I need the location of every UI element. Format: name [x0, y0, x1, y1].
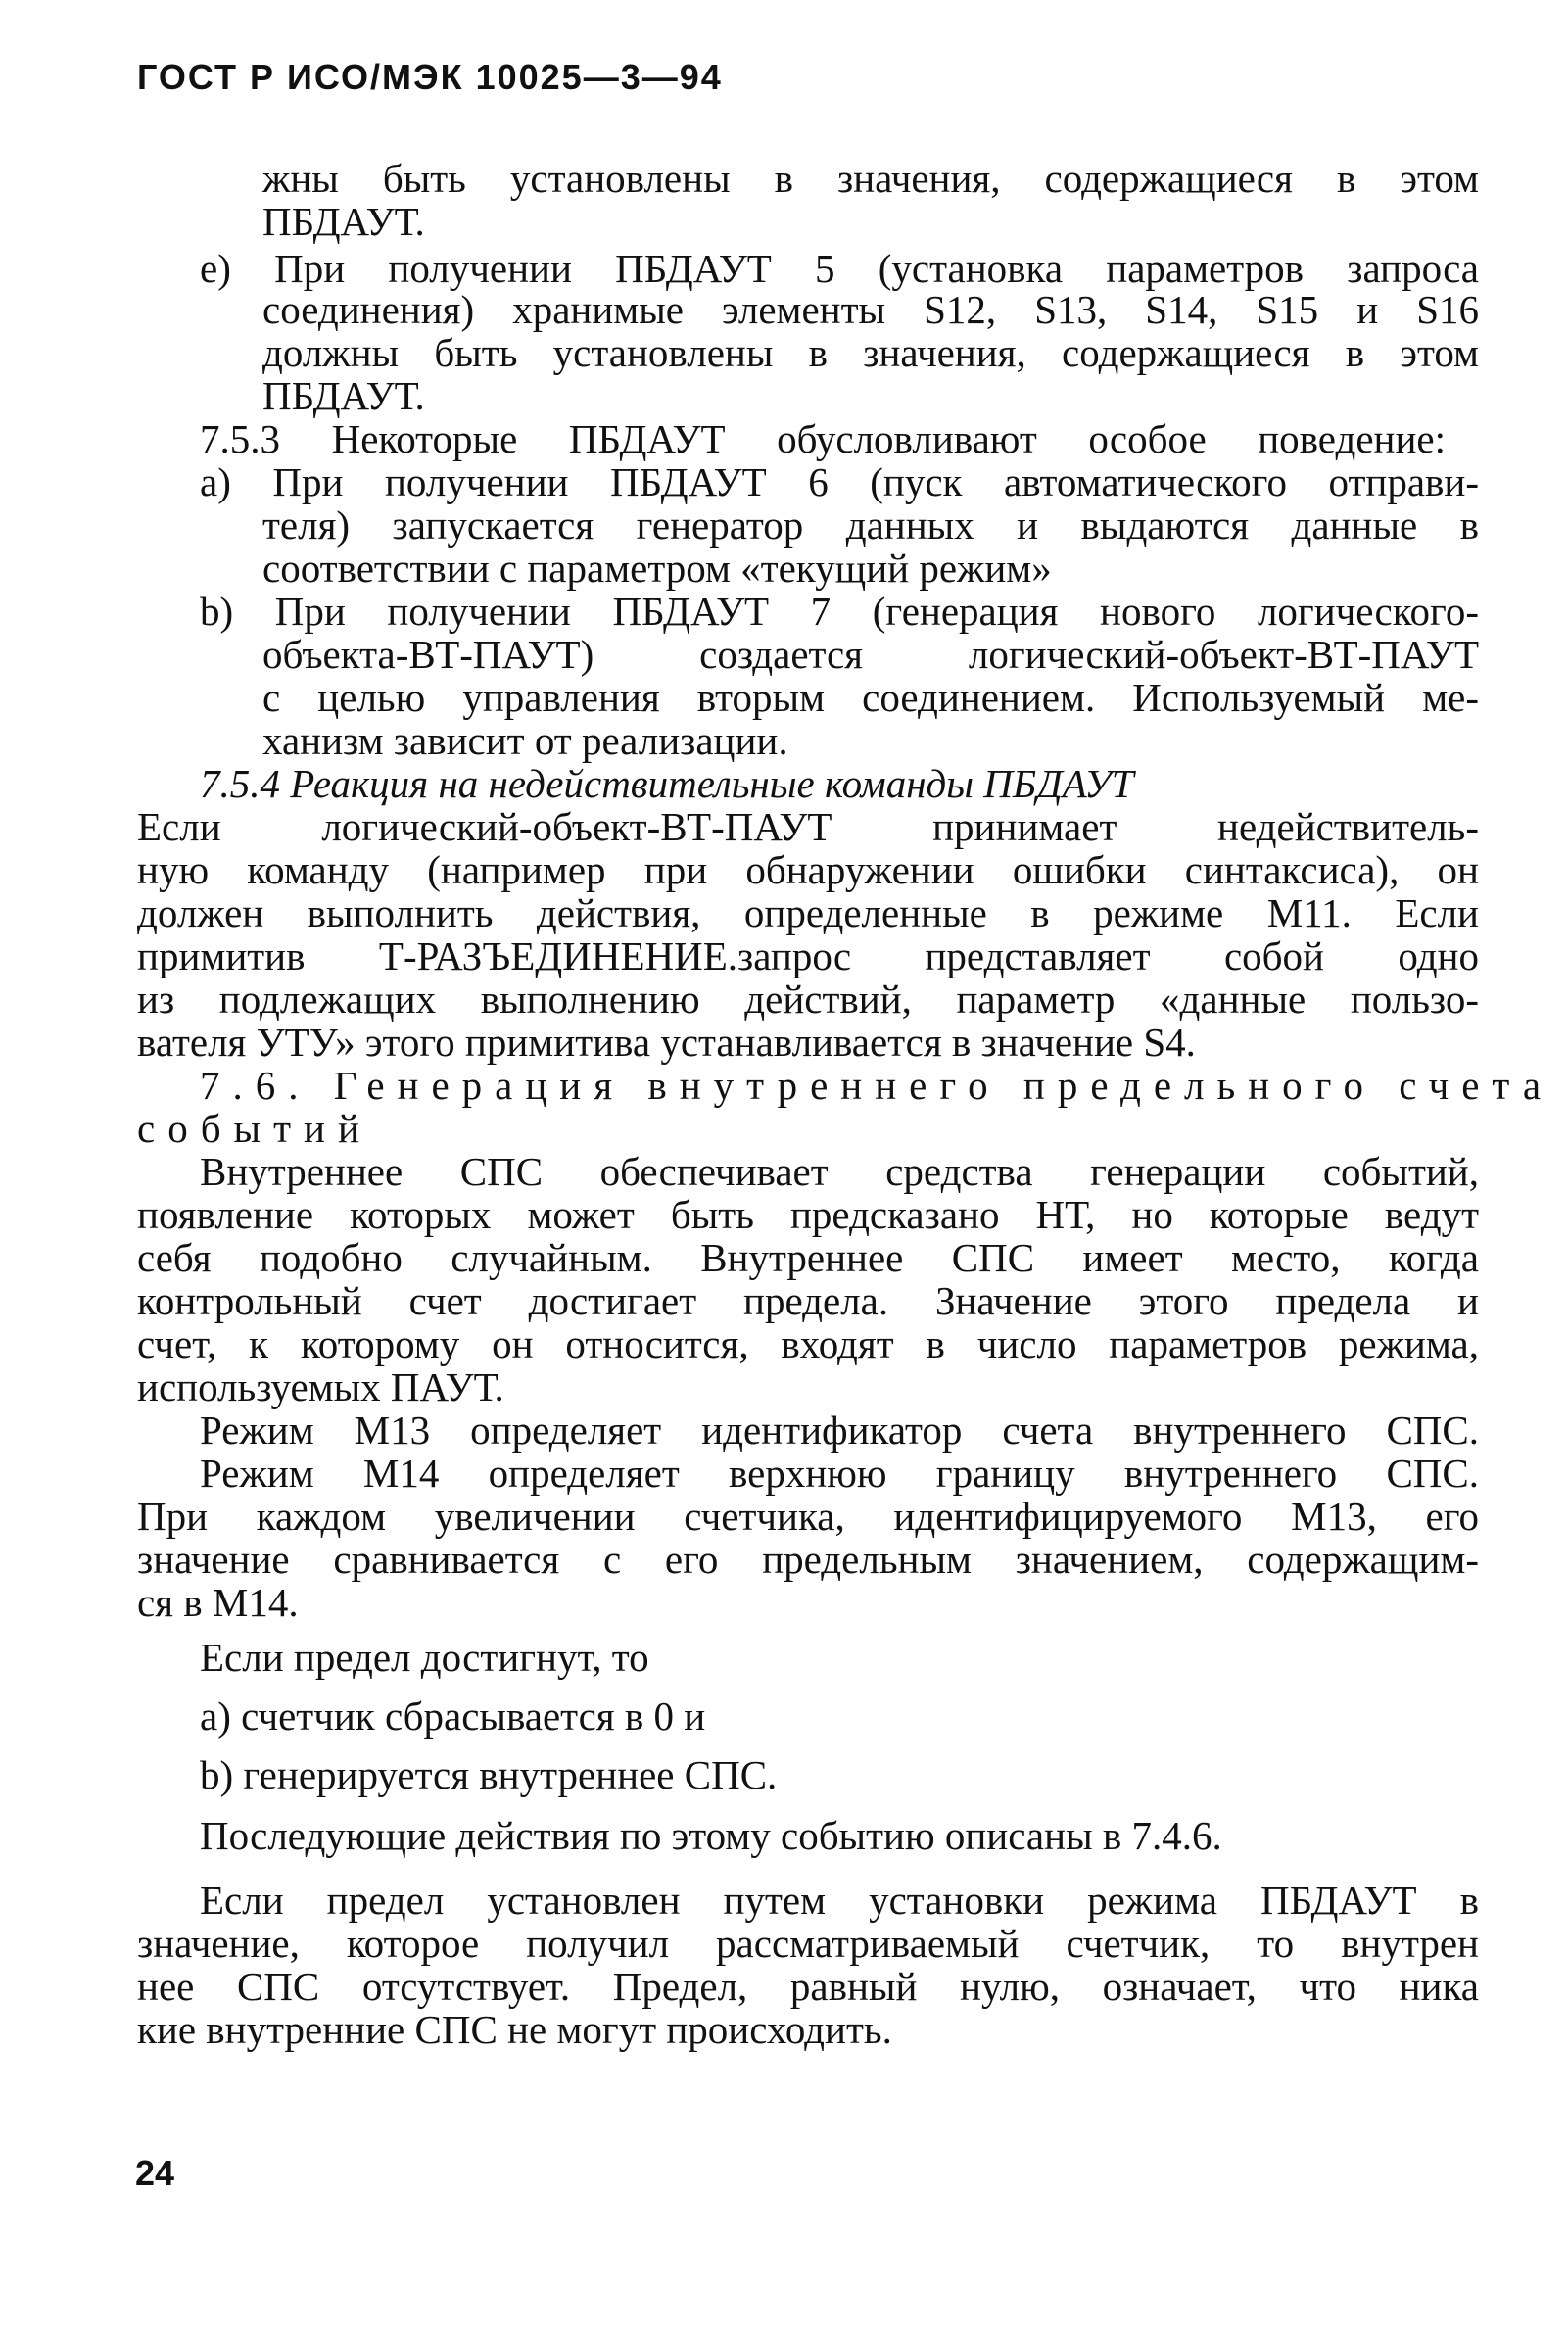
text-line: соответствии с параметром «текущий режим» — [262, 546, 1052, 591]
text-line: b) При получении ПБДАУТ 7 (генерация нового логического- — [200, 589, 1479, 634]
text-line: При каждом увеличении счетчика, идентифицируемого M13, его — [137, 1494, 1479, 1539]
text-line: соединения) хранимые элементы S12, S13, S14, S15 и S16 — [262, 287, 1479, 332]
section-heading: 7.6. Генерация внутреннего предельного счета — [200, 1063, 1554, 1108]
list-item: b) генерируется внутреннее СПС. — [200, 1752, 778, 1797]
text-line: вателя УТУ» этого примитива устанавливается в значение S4. — [137, 1020, 1196, 1065]
text-line: счет, к которому он относится, входят в число параметров режима, — [137, 1321, 1479, 1366]
text-line: ся в M14. — [137, 1580, 299, 1625]
text-line: значение, которое получил рассматриваемый счетчик, то внутрен — [137, 1921, 1479, 1966]
text-line: Если предел достигнут, то — [200, 1635, 649, 1680]
text-line: Режим M14 определяет верхнюю границу внутреннего СПС. — [200, 1451, 1479, 1496]
text-line: используемых ПАУТ. — [137, 1364, 504, 1409]
section-heading: 7.5.4 Реакция на недействительные команды ПБДАУТ — [200, 761, 1134, 806]
text-line: Последующие действия по этому событию описаны в 7.4.6. — [200, 1813, 1222, 1858]
text-line: из подлежащих выполнению действий, параметр «данные пользо- — [137, 977, 1479, 1022]
document-header: ГОСТ Р ИСО/МЭК 10025—3—94 — [137, 57, 723, 97]
page-number: 24 — [135, 2153, 175, 2193]
text-line: ханизм зависит от реализации. — [262, 718, 788, 763]
list-item: a) счетчик сбрасывается в 0 и — [200, 1693, 706, 1739]
text-line: объекта-ВТ-ПАУТ) создается логический-объект-ВТ-ПАУТ — [262, 632, 1479, 677]
text-line: Внутреннее СПС обеспечивает средства генерации событий, — [200, 1149, 1479, 1194]
text-line: теля) запускается генератор данных и выдаются данные в — [262, 502, 1479, 548]
text-line: примитив Т-РАЗЪЕДИНЕНИЕ.запрос представляет собой одно — [137, 933, 1479, 978]
text-line: ПБДАУТ. — [262, 373, 425, 418]
text-line: контрольный счет достигает предела. Значение этого предела и — [137, 1278, 1479, 1323]
text-line: Если логический-объект-ВТ-ПАУТ принимает недействитель- — [137, 804, 1479, 849]
text-line: должен выполнить действия, определенные в режиме M11. Если — [137, 890, 1479, 935]
text-line: появление которых может быть предсказано НТ, но которые ведут — [137, 1192, 1479, 1237]
text-line: должны быть установлены в значения, содержащиеся в этом — [262, 330, 1479, 375]
text-line: e) При получении ПБДАУТ 5 (установка параметров запроса — [200, 246, 1479, 291]
text-line: значение сравнивается с его предельным значением, содержащим- — [137, 1537, 1479, 1582]
text-line: Режим M13 определяет идентификатор счета внутреннего СПС. — [200, 1407, 1479, 1453]
text-line: нее СПС отсутствует. Предел, равный нулю, означает, что ника — [137, 1964, 1479, 2009]
text-line: кие внутренние СПС не могут происходить. — [137, 2007, 892, 2052]
text-line: 7.5.3 Некоторые ПБДАУТ обусловливают особое поведение: — [200, 416, 1446, 461]
text-line: ПБДАУТ. — [262, 199, 425, 244]
text-line: с целью управления вторым соединением. Используемый ме- — [262, 675, 1479, 720]
text-line: Если предел установлен путем установки режима ПБДАУТ в — [200, 1878, 1479, 1923]
text-line: жны быть установлены в значения, содержащиеся в этом — [262, 156, 1479, 201]
text-line: ную команду (например при обнаружении ошибки синтаксиса), он — [137, 847, 1479, 892]
text-line: a) При получении ПБДАУТ 6 (пуск автоматического отправи- — [200, 459, 1479, 504]
text-line: себя подобно случайным. Внутреннее СПС имеет место, когда — [137, 1235, 1479, 1280]
section-heading: событий — [137, 1106, 372, 1151]
